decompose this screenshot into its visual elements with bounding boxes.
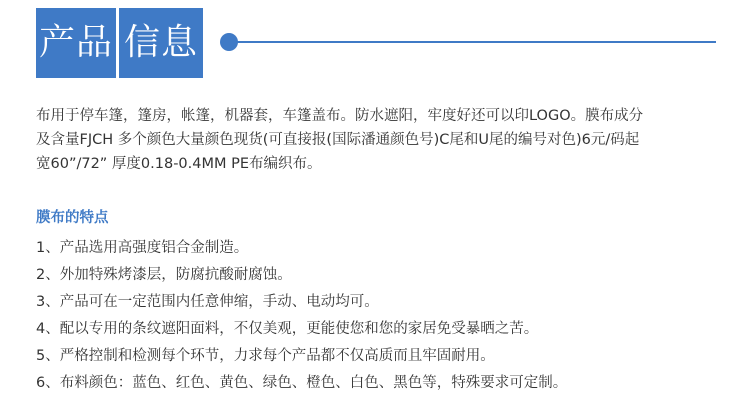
product-description xyxy=(36,104,726,176)
header-divider-dot xyxy=(220,33,238,51)
feature-item: 5、严格控制和检测每个环节，力求每个产品都不仅高质而且牢固耐用。 xyxy=(36,348,495,364)
section-title-part1: 产品 xyxy=(36,8,116,78)
description-line: 及含量FJCH 多个颜色大量颜色现货(可直接报(国际潘通颜色号)C尾和U尾的编号对色)6元/码起 xyxy=(36,132,640,148)
feature-item: 1、产品选用高强度铝合金制造。 xyxy=(36,240,249,256)
section-title-part2: 信息 xyxy=(119,8,203,78)
section-header xyxy=(36,8,726,80)
header-divider-line xyxy=(236,41,716,43)
description-line: 布用于停车篷，篷房，帐篷，机器套，车篷盖布。防水遮阳，牢度好还可以印LOGO。膜布成分 xyxy=(36,108,644,124)
features-list xyxy=(36,235,726,397)
feature-item: 2、外加特殊烤漆层，防腐抗酸耐腐蚀。 xyxy=(36,267,292,283)
feature-item: 3、产品可在一定范围内任意伸缩，手动、电动均可。 xyxy=(36,294,379,310)
feature-item: 4、配以专用的条纹遮阳面料，不仅美观，更能使您和您的家居免受暴晒之苦。 xyxy=(36,321,539,337)
features-heading: 膜布的特点 xyxy=(36,210,109,226)
feature-item: 6、布料颜色：蓝色、红色、黄色、绿色、橙色、白色、黑色等，特殊要求可定制。 xyxy=(36,375,568,391)
description-line: 宽60”/72” 厚度0.18-0.4MM PE布编织布。 xyxy=(36,156,322,172)
